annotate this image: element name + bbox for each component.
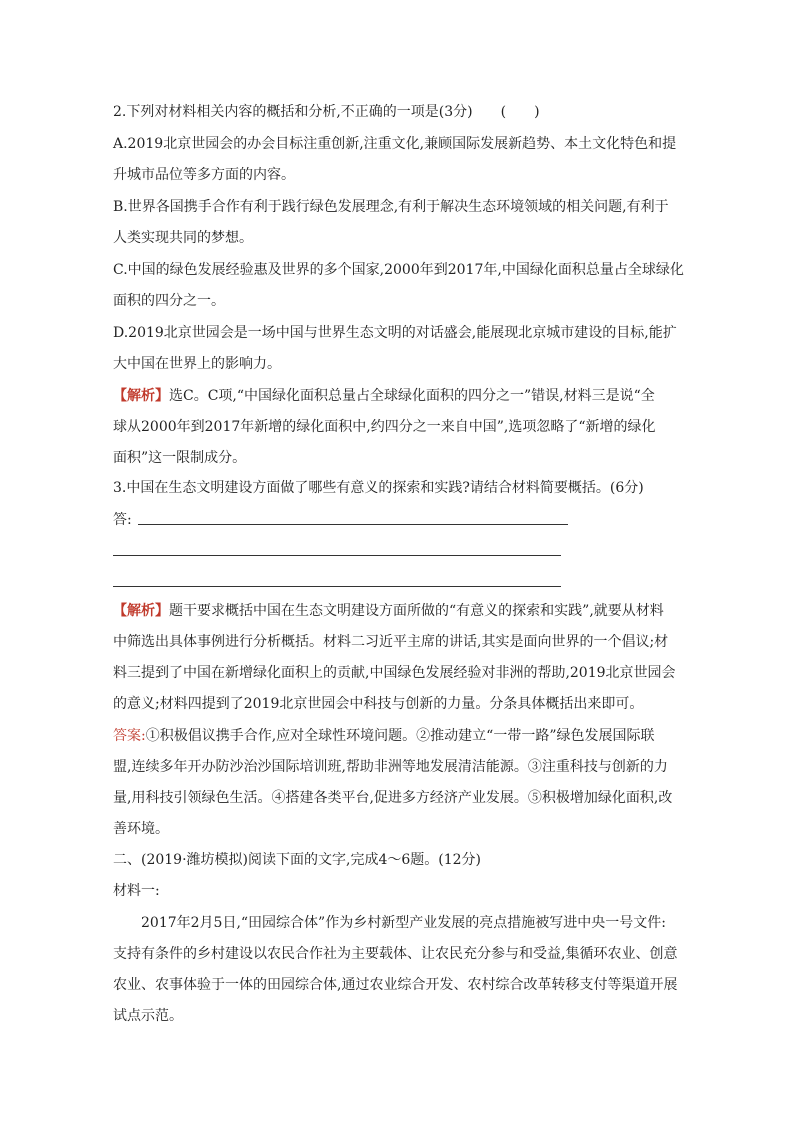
- analysis-tag: 【解析】: [113, 388, 169, 404]
- q3-analysis-line-2: 中筛选出具体事例进行分析概括。材料二习近平主席的讲话,其实是面向世界的一个倡议;材: [113, 634, 669, 650]
- q3-answer-line-2: 盟,连续多年开办防沙治沙国际培训班,帮助非洲等地发展清洁能源。③注重科技与创新的力: [113, 759, 668, 775]
- option-d-line-2: 大中国在世界上的影响力。: [113, 356, 281, 372]
- answer-blank-line-2[interactable]: [113, 555, 561, 556]
- option-b-line-2: 人类实现共同的梦想。: [113, 230, 253, 246]
- material-paragraph-line-2: 支持有条件的乡村建设以农民合作社为主要载体、让农民充分参与和受益,集循环农业、创意: [113, 946, 678, 962]
- answer-label: 答案:: [113, 728, 146, 744]
- question-2-title: 2.下列对材料相关内容的概括和分析,不正确的一项是(3分) ( ): [113, 104, 540, 120]
- material-label: 材料一:: [113, 883, 160, 899]
- option-c-line-2: 面积的四分之一。: [113, 293, 225, 309]
- q3-analysis-line-4: 的意义;材料四提到了2019北京世园会中科技与创新的力量。分条具体概括出来即可。: [113, 696, 644, 712]
- material-paragraph-line-3: 农业、农事体验于一体的田园综合体,通过农业综合开发、农村综合改革转移支付等渠道开展: [113, 977, 678, 993]
- option-a-line-2: 升城市品位等多方面的内容。: [113, 167, 295, 183]
- q3-answer-text: ①积极倡议携手合作,应对全球性环境问题。②推动建立“一带一路”绿色发展国际联: [145, 728, 655, 744]
- option-d-line-1: D.2019北京世园会是一场中国与世界生态文明的对话盛会,能展现北京城市建设的目标,能扩: [113, 325, 677, 341]
- q3-answer-line-4: 善环境。: [113, 821, 169, 837]
- q2-analysis-text: 选C。C项,“中国绿化面积总量占全球绿化面积的四分之一”错误,材料三是说“全: [169, 388, 655, 404]
- q3-analysis-line-3: 料三提到了中国在新增绿化面积上的贡献,中国绿色发展经验对非洲的帮助,2019北京世园会: [113, 665, 676, 681]
- question-3-title: 3.中国在生态文明建设方面做了哪些有意义的探索和实践?请结合材料简要概括。(6分): [113, 480, 644, 496]
- q2-analysis-line-2: 球从2000年到2017年新增的绿化面积中,约四分之一来自中国”,选项忽略了“新增的绿化: [113, 419, 656, 435]
- q3-answer-line-3: 量,用科技引领绿色生活。④搭建各类平台,促进多方经济产业发展。⑤积极增加绿化面积,改: [113, 790, 673, 806]
- option-a-line-1: A.2019北京世园会的办会目标注重创新,注重文化,兼顾国际发展新趋势、本土文化特色和提: [113, 136, 677, 152]
- answer-blank-line-1[interactable]: [138, 524, 568, 525]
- q3-answer-line-1: [113, 726, 693, 746]
- q3-analysis-line-1: [113, 601, 693, 621]
- option-c-line-1: C.中国的绿色发展经验惠及世界的多个国家,2000年到2017年,中国绿化面积总量占全球绿化: [113, 262, 684, 278]
- q2-analysis-line-1: [113, 386, 693, 406]
- q3-analysis-text: 题干要求概括中国在生态文明建设方面所做的“有意义的探索和实践”,就要从材料: [169, 603, 664, 619]
- analysis-tag: 【解析】: [113, 603, 169, 619]
- answer-blank-line-3[interactable]: [113, 586, 561, 587]
- section-2-title: 二、(2019·潍坊模拟)阅读下面的文字,完成4～6题。(12分): [113, 852, 482, 868]
- answer-prompt: 答:: [113, 512, 132, 528]
- material-paragraph-line-4: 试点示范。: [113, 1008, 183, 1024]
- option-b-line-1: B.世界各国携手合作有利于践行绿色发展理念,有利于解决生态环境领域的相关问题,有利于: [113, 199, 669, 215]
- material-paragraph-line-1: 2017年2月5日,“田园综合体”作为乡村新型产业发展的亮点措施被写进中央一号文件:: [113, 915, 666, 931]
- q2-analysis-line-3: 面积”这一限制成分。: [113, 450, 247, 466]
